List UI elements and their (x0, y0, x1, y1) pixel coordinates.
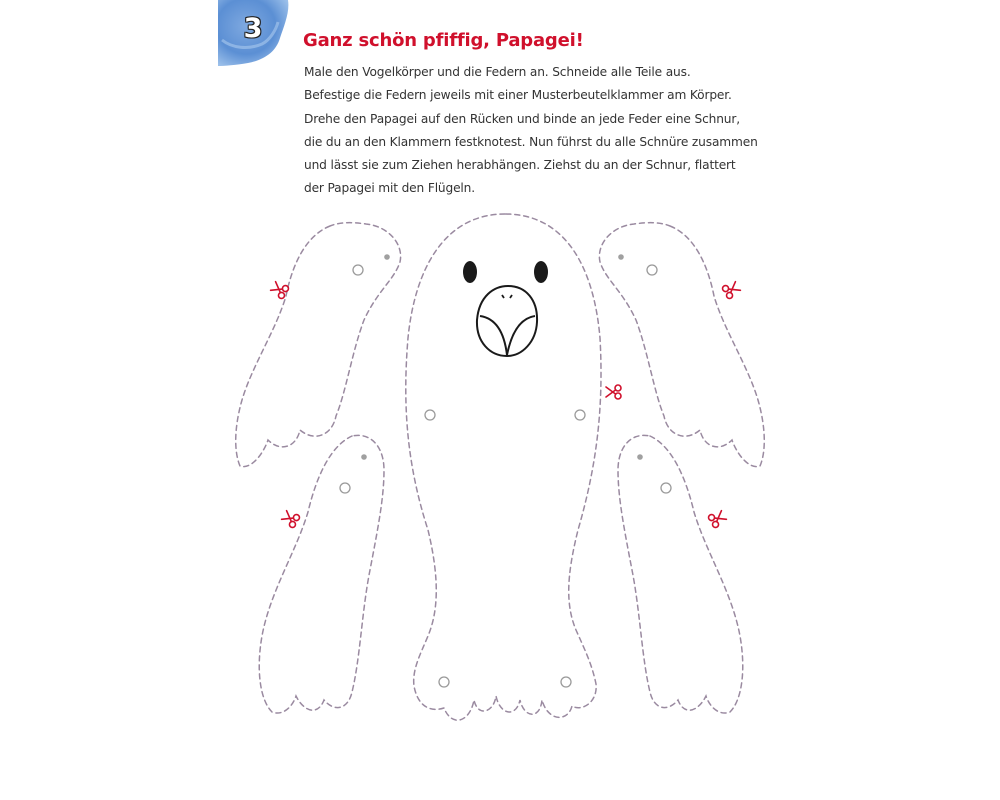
feather-lower-right[interactable] (618, 435, 743, 713)
feather-upper-left[interactable] (236, 223, 401, 467)
fastener-dot (384, 254, 390, 260)
scissors-icon (270, 280, 290, 300)
punch-hole-marker (561, 677, 571, 687)
instruction-line: Drehe den Papagei auf den Rücken und binde an jede Feder eine Schnur, (304, 111, 740, 126)
scissors-icon (281, 509, 301, 529)
page-title: Ganz schön pfiffig, Papagei! (303, 30, 584, 51)
feather-upper-right[interactable] (599, 223, 764, 467)
instruction-line: der Papagei mit den Flügeln. (304, 181, 475, 196)
instruction-line: die du an den Klammern festknotest. Nun führst du alle Schnüre zusammen (304, 134, 758, 149)
instruction-line: Befestige die Federn jeweils mit einer Musterbeutelklammer am Körper. (304, 88, 732, 103)
instruction-line: und lässt sie zum Ziehen herabhängen. Ziehst du an der Schnur, flattert (304, 158, 736, 173)
fastener-dot (637, 454, 643, 460)
step-number: 3 (243, 13, 263, 44)
fastener-dot (361, 454, 367, 460)
punch-hole-marker (340, 483, 350, 493)
feather-lower-left[interactable] (259, 435, 384, 713)
scissors-icon (606, 385, 621, 399)
punch-hole-marker (575, 410, 585, 420)
punch-hole-marker (647, 265, 657, 275)
parrot-beak (477, 286, 537, 356)
scissors-icon (707, 509, 727, 529)
punch-hole-marker (353, 265, 363, 275)
parrot-eye-left (463, 261, 477, 283)
punch-hole-marker (439, 677, 449, 687)
parrot-eye-right (534, 261, 548, 283)
punch-hole-marker (425, 410, 435, 420)
punch-hole-marker (661, 483, 671, 493)
fastener-dot (618, 254, 624, 260)
parrot-body[interactable] (406, 214, 621, 720)
instruction-line: Male den Vogelkörper und die Federn an. Schneide alle Teile aus. (304, 65, 691, 79)
scissors-icon (721, 280, 741, 300)
